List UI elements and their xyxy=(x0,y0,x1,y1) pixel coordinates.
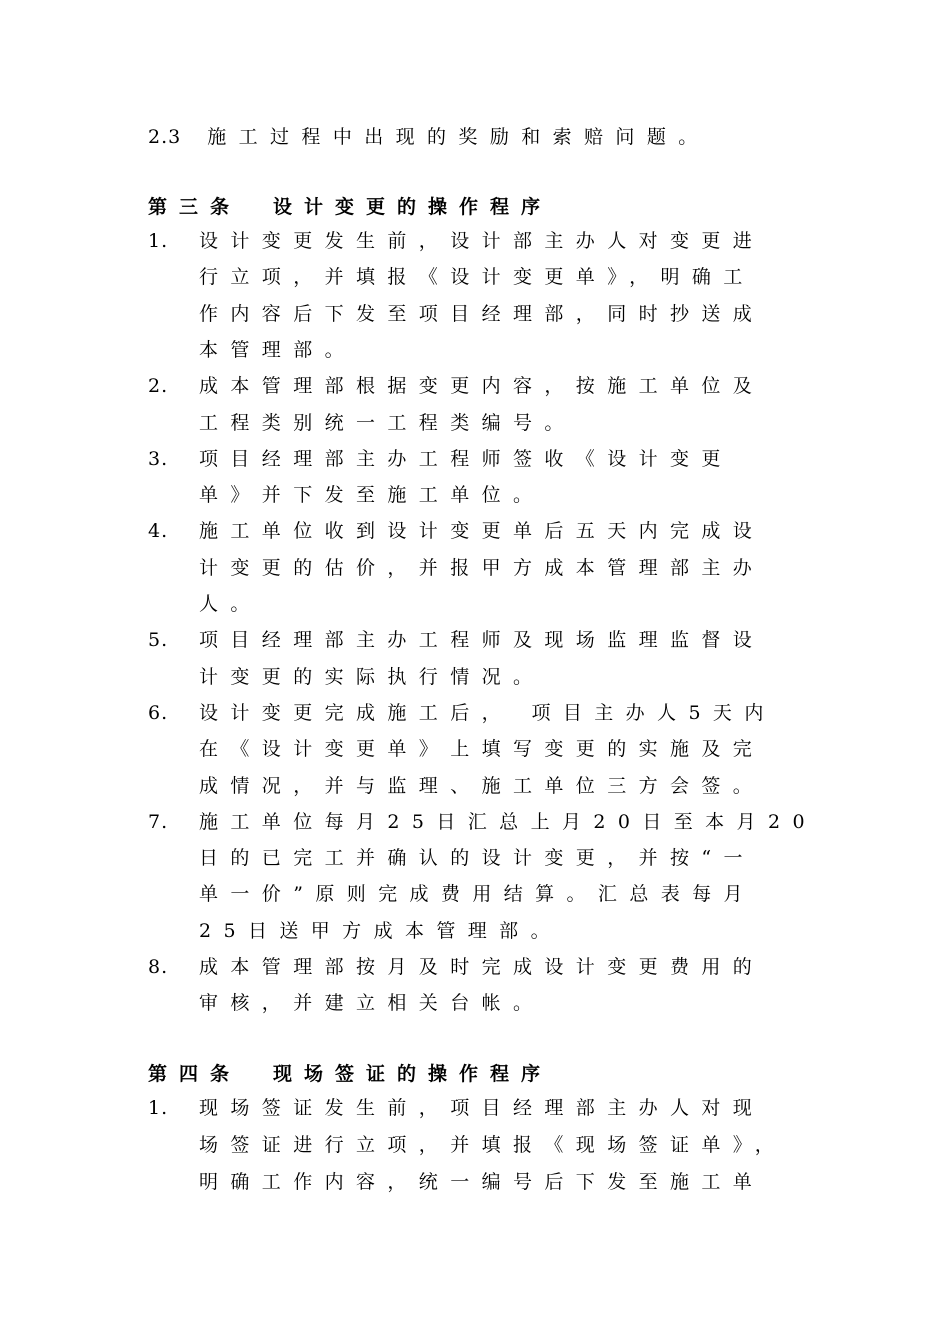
list-item-number: 2. xyxy=(148,375,169,398)
section3-title-main: 设计变更的操作程序 xyxy=(273,196,553,218)
list-item-number: 3. xyxy=(148,447,169,470)
list-item-number: 5. xyxy=(148,629,169,652)
list-item-line: 计变更的估价，并报甲方成本管理部主办 xyxy=(199,556,765,579)
list-item-number: 4. xyxy=(148,520,169,543)
list-item-line: 成本管理部按月及时完成设计变更费用的 xyxy=(199,956,765,978)
list-item-line: 成情况，并与监理、施工单位三方会签。 xyxy=(199,774,765,797)
list-item-line: 明确工作内容，统一编号后下发至施工单 xyxy=(199,1171,765,1193)
list-item-line: 项目经理部主办工程师签收《设计变更 xyxy=(199,447,733,470)
list-item-line: 工程类别统一工程类编号。 xyxy=(199,411,576,434)
list-item-line: 设计变更发生前，设计部主办人对变更进 xyxy=(199,230,765,252)
list-item-number: 7. xyxy=(148,810,169,833)
list-item-line: 单》并下发至施工单位。 xyxy=(199,484,545,507)
list-item-line: 作内容后下发至项目经理部，同时抄送成 xyxy=(199,302,765,325)
section4-title-main: 现场签证的操作程序 xyxy=(273,1063,553,1085)
list-item-line: 施工单位收到设计变更单后五天内完成设 xyxy=(199,520,765,543)
intro-number: 2.3 xyxy=(148,126,182,148)
list-item-line: 现场签证发生前，项目经理部主办人对现 xyxy=(199,1097,765,1119)
list-item-number: 1. xyxy=(148,1097,169,1119)
list-item-line: 施工单位每月25日汇总上月20日至本月20 xyxy=(199,810,817,833)
section4-title-prefix: 第四条 xyxy=(148,1063,242,1085)
section3-heading xyxy=(148,192,552,222)
list-item-line: 场签证进行立项，并填报《现场签证单》， xyxy=(199,1134,787,1156)
list-item-number: 1. xyxy=(148,230,169,252)
list-item-line: 日的已完工并确认的设计变更，并按“一 xyxy=(199,847,755,870)
list-item-line: 计变更的实际执行情况。 xyxy=(199,665,545,688)
list-item-line: 单一价”原则完成费用结算。汇总表每月 xyxy=(199,883,755,906)
intro-line xyxy=(148,122,710,152)
list-item-line: 项目经理部主办工程师及现场监理监督设 xyxy=(199,629,765,652)
list-item-line: 设计变更完成施工后， 项目主办人5天内 xyxy=(199,701,776,724)
list-item-line: 审核，并建立相关台帐。 xyxy=(199,992,545,1015)
section3-title-prefix: 第三条 xyxy=(148,196,242,218)
list-item-line: 在《设计变更单》上填写变更的实施及完 xyxy=(199,738,765,761)
list-item-line: 成本管理部根据变更内容，按施工单位及 xyxy=(199,375,765,398)
list-item-line: 行立项，并填报《设计变更单》，明确工 xyxy=(199,266,755,289)
list-item-number: 6. xyxy=(148,701,169,724)
list-item-line: 人。 xyxy=(199,593,262,615)
list-item-line: 本管理部。 xyxy=(199,338,357,361)
list-item-line: 25日送甲方成本管理部。 xyxy=(199,919,562,942)
section4-heading xyxy=(148,1059,552,1089)
intro-text: 施工过程中出现的奖励和索赔问题。 xyxy=(207,126,710,148)
list-item-number: 8. xyxy=(148,956,169,978)
